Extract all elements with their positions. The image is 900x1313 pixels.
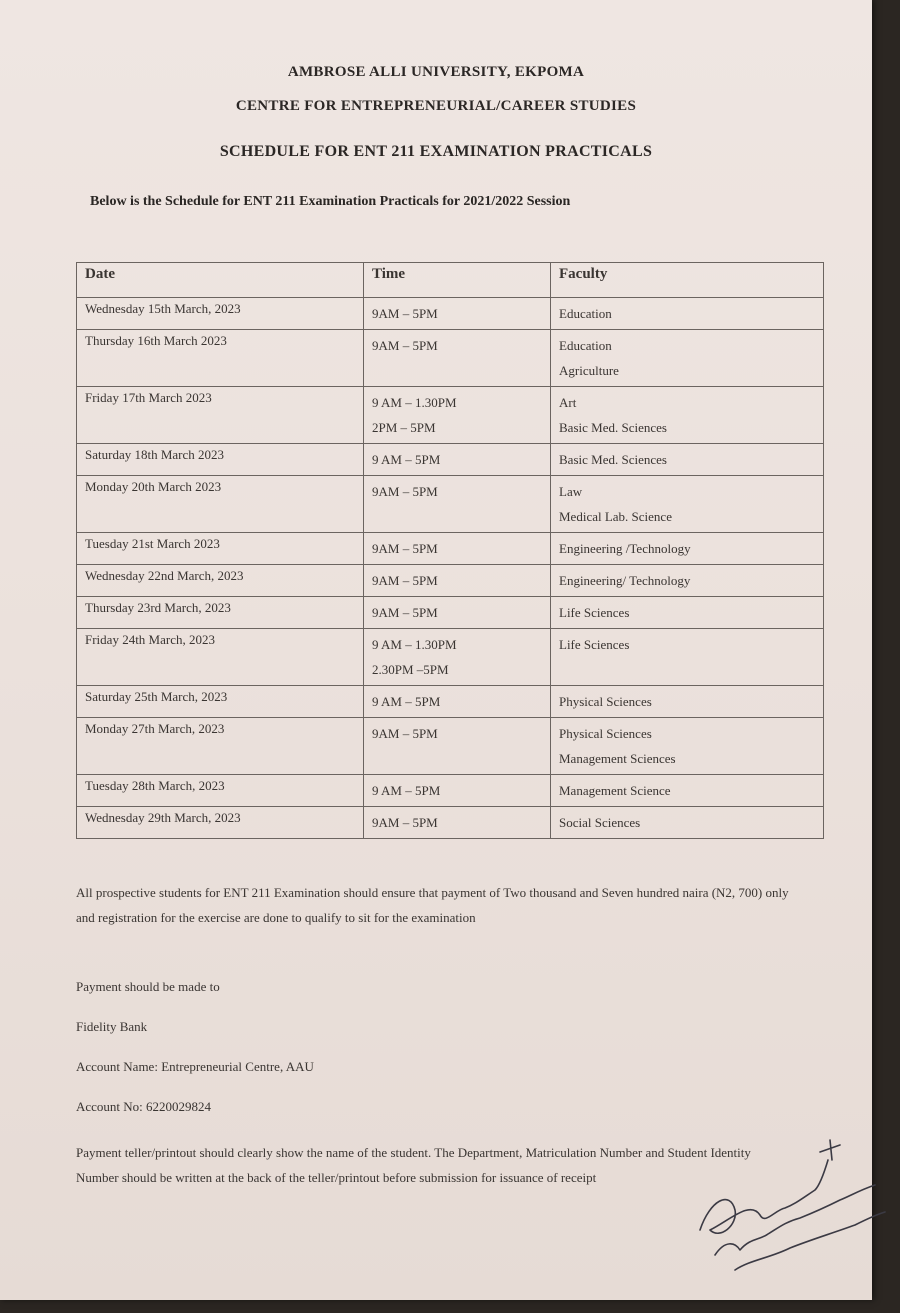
time-slot: 9 AM – 5PM [372, 694, 441, 709]
table-row [77, 718, 824, 775]
document-title: SCHEDULE FOR ENT 211 EXAMINATION PRACTICALS [219, 143, 653, 160]
table-row [77, 775, 824, 807]
date-cell: Thursday 16th March 2023 [77, 330, 364, 387]
faculty-name: Management Sciences [559, 751, 676, 766]
time-slot: 9 AM – 5PM [372, 783, 441, 798]
date-cell: Tuesday 21st March 2023 [77, 533, 364, 565]
time-cell [364, 686, 551, 718]
university-name: AMBROSE ALLI UNIVERSITY, EKPOMA [287, 64, 585, 80]
bank-name: Fidelity Bank [76, 1019, 148, 1034]
time-slot: 9AM – 5PM [372, 541, 438, 556]
faculty-cell [551, 476, 824, 533]
faculty-cell [551, 444, 824, 476]
faculty-name: Agriculture [559, 363, 619, 378]
date-cell: Wednesday 22nd March, 2023 [77, 565, 364, 597]
centre-name: CENTRE FOR ENTREPRENEURIAL/CAREER STUDIES [235, 98, 637, 114]
time-cell [364, 597, 551, 629]
time-cell [364, 476, 551, 533]
time-cell [364, 775, 551, 807]
table-row [77, 565, 824, 597]
time-slot: 9 AM – 1.30PM [372, 637, 457, 652]
faculty-cell [551, 629, 824, 686]
date-cell: Monday 20th March 2023 [77, 476, 364, 533]
time-cell [364, 718, 551, 775]
faculty-name: Physical Sciences [559, 726, 652, 741]
time-slot: 9AM – 5PM [372, 573, 438, 588]
time-cell [364, 298, 551, 330]
intro-text: Below is the Schedule for ENT 211 Examination Practicals for 2021/2022 Session [90, 194, 571, 209]
schedule-table [76, 262, 824, 839]
date-cell: Monday 27th March, 2023 [77, 718, 364, 775]
faculty-name: Engineering /Technology [559, 541, 691, 556]
faculty-cell [551, 387, 824, 444]
faculty-cell [551, 533, 824, 565]
time-slot: 9 AM – 5PM [372, 452, 441, 467]
handwritten-signature [690, 1130, 890, 1280]
table-row [77, 597, 824, 629]
faculty-cell [551, 298, 824, 330]
table-row [77, 330, 824, 387]
faculty-name: Art [559, 395, 577, 410]
date-cell: Saturday 25th March, 2023 [77, 686, 364, 718]
table-row [77, 807, 824, 839]
faculty-cell [551, 686, 824, 718]
time-cell [364, 629, 551, 686]
faculty-name: Life Sciences [559, 637, 630, 652]
faculty-name: Education [559, 338, 612, 353]
date-cell: Thursday 23rd March, 2023 [77, 597, 364, 629]
column-header-date: Date [77, 263, 364, 298]
time-slot: 2PM – 5PM [372, 420, 436, 435]
account-name: Account Name: Entrepreneurial Centre, AAU [76, 1059, 314, 1074]
faculty-cell [551, 330, 824, 387]
time-slot: 9AM – 5PM [372, 815, 438, 830]
time-cell [364, 444, 551, 476]
faculty-cell [551, 565, 824, 597]
teller-instruction: Payment teller/printout should clearly show the name of the student. The Department, Matriculation Number and Student Identity Number should be written at the back of the teller/printout before submission for issuance of receipt [76, 1145, 751, 1185]
table-row [77, 533, 824, 565]
time-slot: 9 AM – 1.30PM [372, 395, 457, 410]
table-row [77, 444, 824, 476]
table-row [77, 387, 824, 444]
date-cell: Saturday 18th March 2023 [77, 444, 364, 476]
date-cell: Tuesday 28th March, 2023 [77, 775, 364, 807]
time-slot: 9AM – 5PM [372, 726, 438, 741]
table-row [77, 686, 824, 718]
time-cell [364, 533, 551, 565]
time-slot: 9AM – 5PM [372, 605, 438, 620]
schedule-table-body [77, 298, 824, 839]
date-cell: Friday 17th March 2023 [77, 387, 364, 444]
account-number: Account No: 6220029824 [76, 1099, 212, 1114]
faculty-name: Basic Med. Sciences [559, 452, 667, 467]
faculty-name: Medical Lab. Science [559, 509, 672, 524]
date-cell: Wednesday 15th March, 2023 [77, 298, 364, 330]
faculty-name: Management Science [559, 783, 671, 798]
time-slot: 9AM – 5PM [372, 484, 438, 499]
table-row [77, 476, 824, 533]
column-header-time: Time [364, 263, 551, 298]
time-slot: 9AM – 5PM [372, 306, 438, 321]
faculty-name: Life Sciences [559, 605, 630, 620]
date-cell: Friday 24th March, 2023 [77, 629, 364, 686]
time-cell [364, 330, 551, 387]
payment-instruction: All prospective students for ENT 211 Examination should ensure that payment of Two thousand and Seven hundred naira (N2, 700) only and registration for the exercise are done to qualify to sit for the examination [76, 885, 789, 925]
faculty-name: Law [559, 484, 583, 499]
time-slot: 2.30PM –5PM [372, 662, 449, 677]
faculty-name: Basic Med. Sciences [559, 420, 667, 435]
time-cell [364, 387, 551, 444]
faculty-cell [551, 775, 824, 807]
time-slot: 9AM – 5PM [372, 338, 438, 353]
faculty-name: Education [559, 306, 612, 321]
faculty-cell [551, 597, 824, 629]
faculty-cell [551, 807, 824, 839]
faculty-name: Physical Sciences [559, 694, 652, 709]
date-cell: Wednesday 29th March, 2023 [77, 807, 364, 839]
payment-to-label: Payment should be made to [76, 979, 220, 994]
table-header-row [77, 263, 824, 298]
faculty-name: Engineering/ Technology [559, 573, 691, 588]
table-row [77, 298, 824, 330]
column-header-faculty: Faculty [551, 263, 824, 298]
faculty-cell [551, 718, 824, 775]
time-cell [364, 807, 551, 839]
time-cell [364, 565, 551, 597]
table-row [77, 629, 824, 686]
faculty-name: Social Sciences [559, 815, 641, 830]
